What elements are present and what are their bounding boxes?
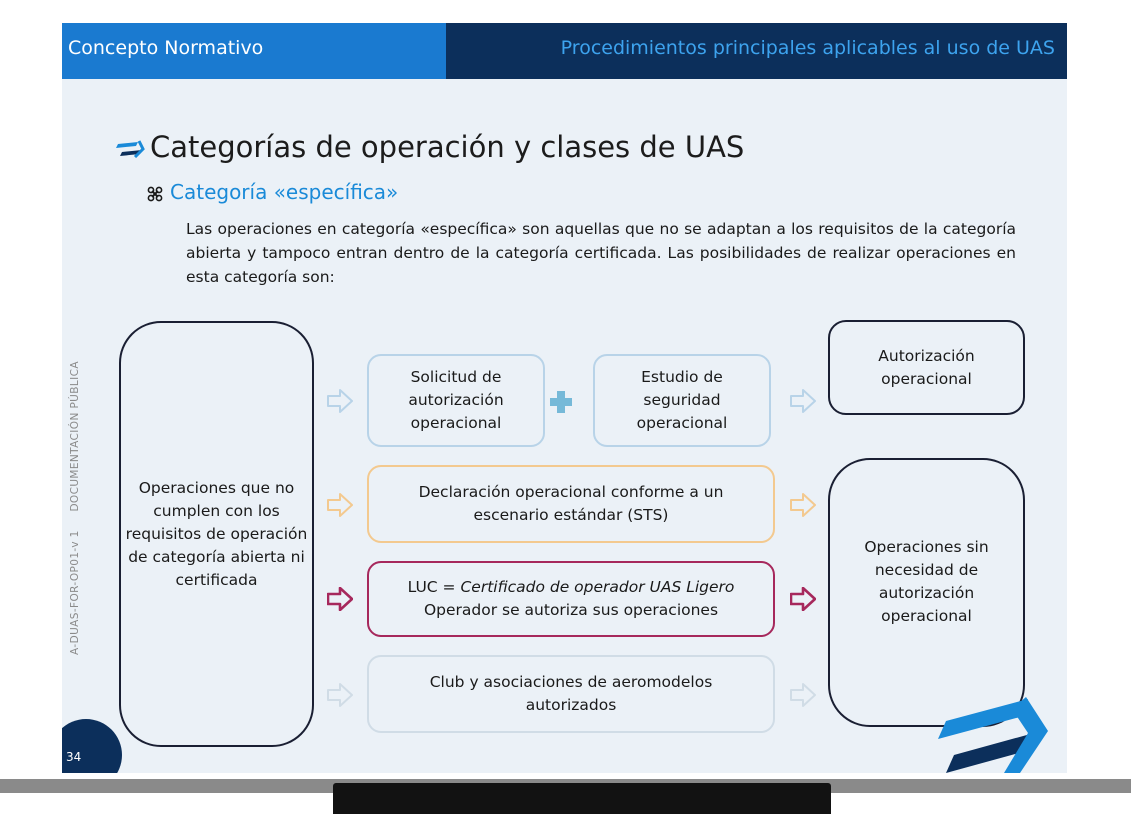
slide-subtitle: Categoría «específica» <box>170 180 399 204</box>
header-left <box>62 23 446 79</box>
page-number-badge <box>62 719 122 773</box>
intro-paragraph: Las operaciones en categoría «específica» son aquellas que no se adaptan a los requisitos de la categoría abierta y tampoco entran dentro de la categoría certificada. Las posibilidades de realizar operaciones en esta categoría son: <box>186 220 1016 286</box>
box-estudio-seguridad-text: Estudio de seguridad operacional <box>636 368 728 432</box>
box-club-asociaciones-text: Club y asociaciones de aeromodelos autorizados <box>429 673 713 714</box>
box-autorizacion-operacional <box>828 320 1025 415</box>
box-autorizacion-operacional-text: Autorización operacional <box>878 346 975 388</box>
box-solicitud-autorizacion <box>367 354 545 447</box>
arrow-right-icon <box>790 683 816 707</box>
slide <box>62 23 1067 773</box>
box-solicitud-autorizacion-text: Solicitud de autorización operacional <box>408 368 504 432</box>
side-label <box>62 318 88 698</box>
box-luc-text <box>408 576 735 622</box>
box-club-asociaciones <box>367 655 775 733</box>
header-right <box>446 23 1067 79</box>
box-estudio-seguridad <box>593 354 771 447</box>
arrow-right-icon <box>790 587 816 611</box>
arrow-right-icon <box>790 493 816 517</box>
header-left-title: Concepto Normativo <box>68 37 264 59</box>
arrow-right-icon <box>790 389 816 413</box>
aesa-logo-icon <box>934 695 1052 773</box>
box-operaciones-sin-autorizacion-text: Operaciones sin necesidad de autorización operacional <box>864 537 989 625</box>
box-operaciones-no-cumplen-text: Operaciones que no cumplen con los requisitos de operación de categoría abierta ni certificada <box>125 478 308 589</box>
box-operaciones-no-cumplen <box>119 321 314 747</box>
arrow-right-icon <box>327 683 353 707</box>
luc-prefix: LUC = <box>407 578 461 596</box>
slide-title: Categorías de operación y clases de UAS <box>150 130 745 164</box>
arrow-right-icon <box>327 587 353 611</box>
arrow-right-icon <box>327 493 353 517</box>
box-declaracion-operacional-text: Declaración operacional conforme a un escenario estándar (STS) <box>418 483 724 524</box>
title-bullet-icon <box>115 140 145 158</box>
side-label-text: A-DUAS-FOR-OP01-v 1 DOCUMENTACIÓN PÚBLICA <box>69 361 81 655</box>
viewer-toolbar[interactable] <box>333 783 831 814</box>
subtitle-bullet-icon <box>147 186 163 202</box>
luc-line-2: Operador se autoriza sus operaciones <box>423 601 719 619</box>
luc-line-1 <box>408 576 735 599</box>
box-luc <box>367 561 775 637</box>
arrow-right-icon <box>327 389 353 413</box>
box-operaciones-sin-autorizacion <box>828 458 1025 727</box>
header-right-title: Procedimientos principales aplicables al uso de UAS <box>560 37 1055 59</box>
luc-italic: Certificado de operador UAS Ligero <box>460 578 735 596</box>
box-declaracion-operacional <box>367 465 775 543</box>
page-number: 34 <box>66 750 82 764</box>
plus-icon <box>550 391 572 413</box>
